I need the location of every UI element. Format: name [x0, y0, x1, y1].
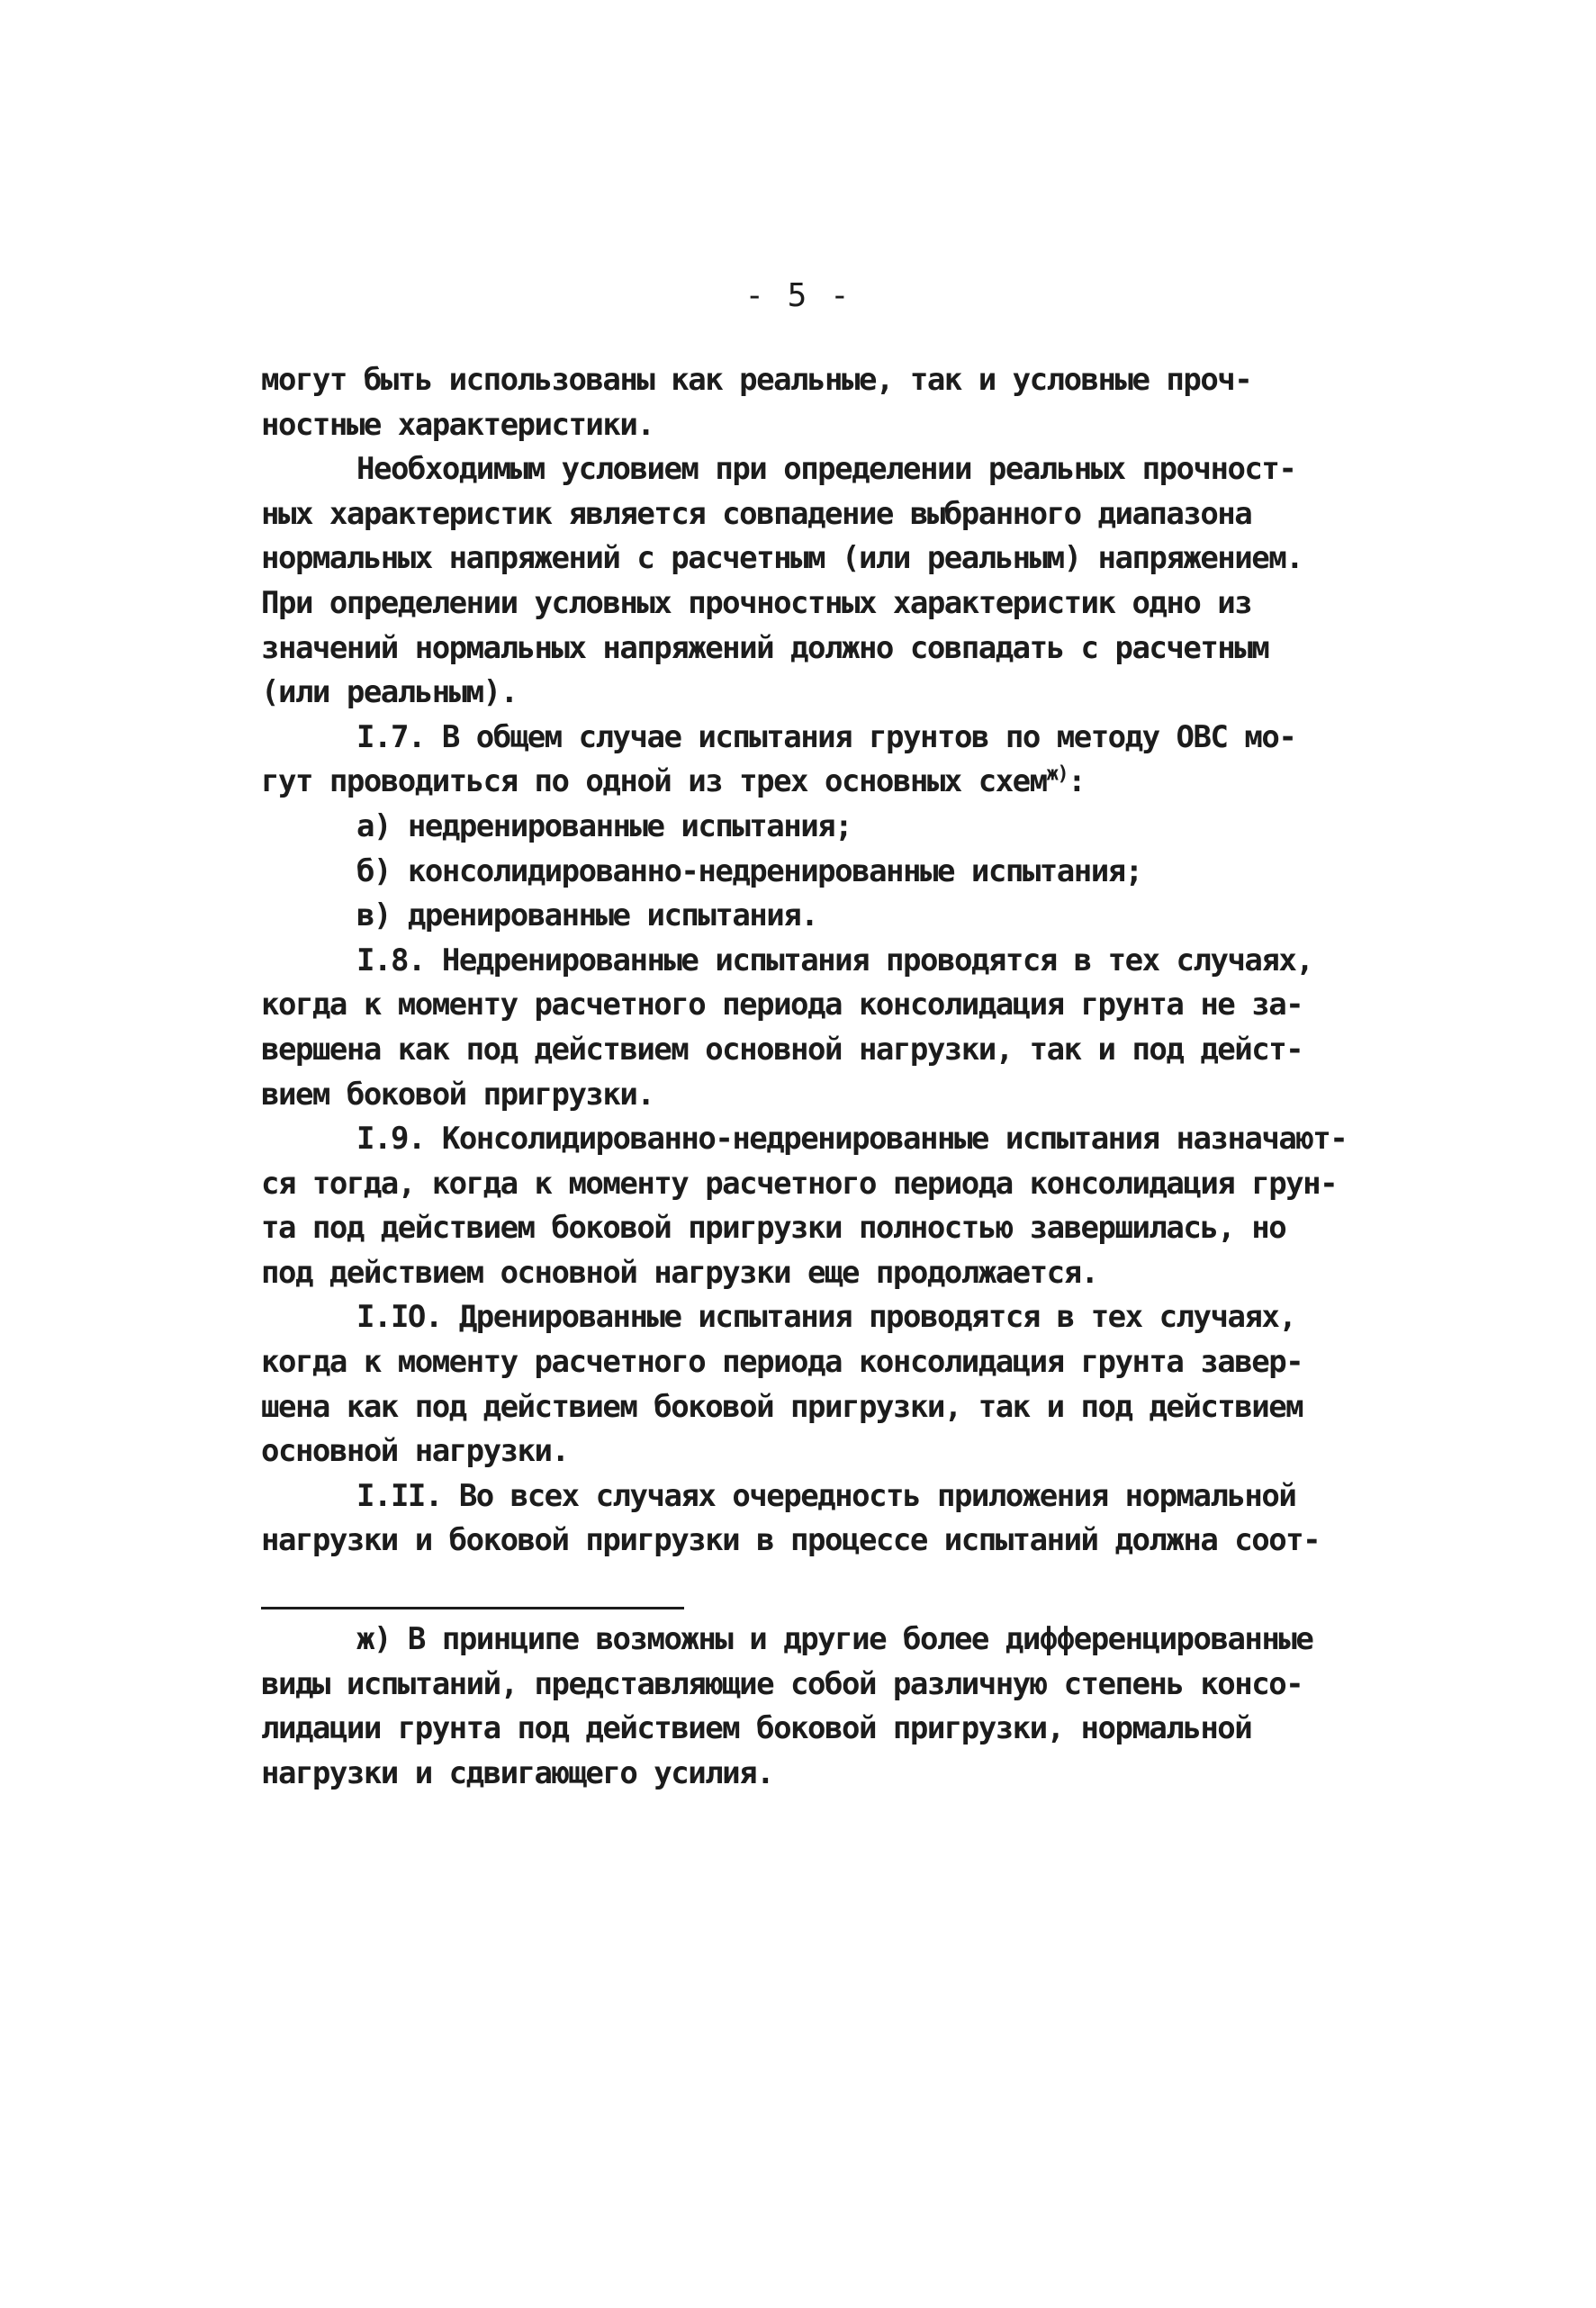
text-line: При определении условных прочностных характеристик одно из: [261, 584, 1252, 621]
list-item-c: в) дренированные испытания.: [356, 897, 818, 934]
text-line: ся тогда, когда к моменту расчетного периода консолидация грун-: [261, 1165, 1338, 1202]
text-line: нормальных напряжений с расчетным (или реальным) напряжением.: [261, 540, 1303, 577]
section-1-11-start: I.II. Во всех случаях очередность приложения нормальной: [356, 1477, 1296, 1514]
footnote-marker: ж): [1046, 763, 1069, 787]
text-line: та под действием боковой пригрузки полностью завершилась, но: [261, 1210, 1286, 1247]
text-line: ных характеристик является совпадение выбранного диапазона: [261, 495, 1252, 532]
section-1-7-start: I.7. В общем случае испытания грунтов по методу ОВС мо-: [356, 718, 1296, 755]
text-line: шена как под действием боковой пригрузки, так и под действием: [261, 1388, 1303, 1425]
list-item-b: б) консолидированно-недренированные испытания;: [356, 852, 1142, 889]
body-text: [261, 358, 1458, 1564]
list-item-a: а) недренированные испытания;: [356, 807, 852, 844]
text-line-with-footnote-ref: [261, 760, 1458, 805]
section-1-8-start: I.8. Недренированные испытания проводятся в тех случаях,: [356, 942, 1313, 978]
text-line: Необходимым условием при определении реальных прочност-: [356, 451, 1296, 488]
footnote-line: лидации грунта под действием боковой пригрузки, нормальной: [261, 1710, 1252, 1747]
text-line: значений нормальных напряжений должно совпадать с расчетным: [261, 629, 1269, 666]
text-line: когда к моменту расчетного периода консолидация грунта не за-: [261, 987, 1303, 1023]
footnote-line: виды испытаний, представляющие собой различную степень консо-: [261, 1665, 1303, 1702]
text-line: нагрузки и боковой пригрузки в процессе испытаний должна соот-: [261, 1522, 1321, 1559]
footnote-divider: [261, 1607, 684, 1609]
text-segment: гут проводиться по одной из трех основных схем: [261, 763, 1047, 800]
footnote-line: нагрузки и сдвигающего усилия.: [261, 1754, 774, 1791]
text-line: когда к моменту расчетного периода консолидация грунта завер-: [261, 1344, 1303, 1381]
footnote-line: ж) В принципе возможны и другие более дифференцированные: [356, 1621, 1313, 1657]
text-line: вием боковой пригрузки.: [261, 1076, 654, 1113]
text-line: могут быть использованы как реальные, так и условные проч-: [261, 362, 1252, 398]
text-line: основной нагрузки.: [261, 1433, 569, 1470]
footnote: [261, 1618, 1458, 1796]
text-line: (или реальным).: [261, 674, 518, 711]
section-1-10-start: I.IO. Дренированные испытания проводятся в тех случаях,: [356, 1299, 1296, 1336]
page-number: - 5 -: [744, 277, 852, 314]
text-line: ностные характеристики.: [261, 406, 654, 443]
text-line: вершена как под действием основной нагрузки, так и под дейст-: [261, 1031, 1303, 1068]
section-1-9-start: I.9. Консолидированно-недренированные испытания назначают-: [356, 1121, 1348, 1158]
text-line: под действием основной нагрузки еще продолжается.: [261, 1254, 1098, 1291]
text-segment: :: [1068, 763, 1086, 800]
